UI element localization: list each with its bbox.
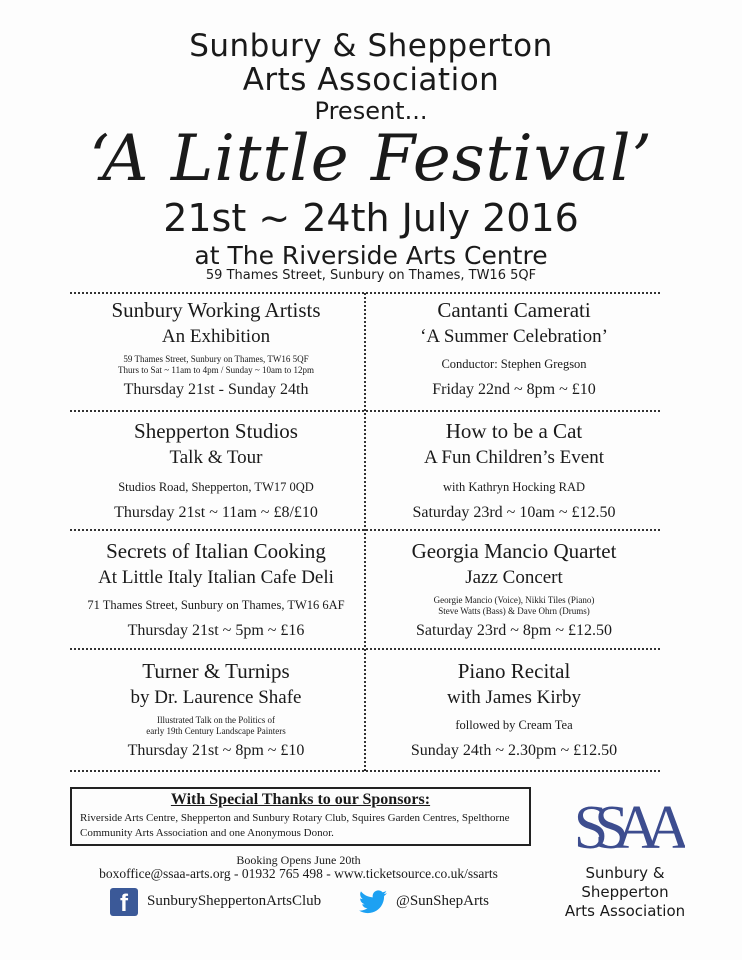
org-name-line2: Arts Association: [242, 62, 500, 98]
event-subtitle: At Little Italy Italian Cafe Deli: [98, 567, 334, 588]
event-subtitle: by Dr. Laurence Shafe: [130, 687, 302, 708]
present-text: Present...: [314, 97, 428, 125]
event-subtitle: An Exhibition: [161, 326, 271, 347]
event-detail: followed by Cream Tea: [455, 718, 573, 732]
event-title: How to be a Cat: [445, 419, 583, 443]
sponsors-text: Riverside Arts Centre, Shepperton and Sunbury Rotary Club, Squires Garden Centres, Spelthorne Community Arts Association and one Anonymous Donor.: [80, 812, 510, 839]
event-when: Sunday 24th ~ 2.30pm ~ £12.50: [410, 742, 618, 759]
event-detail: 59 Thames Street, Sunbury on Thames, TW16 5QF: [123, 354, 309, 364]
event-when: Thursday 21st ~ 11am ~ £8/£10: [114, 504, 318, 521]
event-when: Thursday 21st ~ 5pm ~ £16: [127, 622, 305, 639]
event-card-working-artists: [70, 296, 362, 402]
ssaa-logo: [565, 790, 685, 860]
event-card-georgia-mancio: [368, 537, 660, 643]
event-card-turner-turnips: [70, 657, 362, 763]
event-when: Thursday 21st - Sunday 24th: [123, 381, 309, 398]
event-when: Saturday 23rd ~ 8pm ~ £12.50: [416, 622, 612, 639]
event-detail: Conductor: Stephen Gregson: [441, 357, 587, 371]
sponsors-title: With Special Thanks to our Sponsors:: [170, 791, 431, 808]
event-detail: Studios Road, Shepperton, TW17 0QD: [118, 480, 314, 494]
event-subtitle: A Fun Children’s Event: [424, 447, 604, 468]
twitter-handle[interactable]: @SunShepArts: [396, 893, 489, 909]
event-card-piano-recital: [368, 657, 660, 763]
twitter-icon[interactable]: [359, 889, 387, 915]
facebook-handle[interactable]: SunburySheppertonArtsClub: [147, 893, 322, 909]
event-detail: Thurs to Sat ~ 11am to 4pm / Sunday ~ 10am to 12pm: [118, 365, 314, 375]
event-title: Sunbury Working Artists: [111, 298, 321, 322]
logo-name: [540, 864, 710, 921]
venue-name: at The Riverside Arts Centre: [194, 241, 548, 270]
event-detail: Georgie Mancio (Voice), Nikki Tiles (Piano): [433, 595, 595, 605]
event-title: Turner & Turnips: [142, 659, 290, 683]
event-subtitle: with James Kirby: [446, 687, 582, 708]
logo-name-line3: Arts Association: [564, 902, 686, 920]
facebook-icon[interactable]: f: [110, 888, 138, 916]
sponsors-box: [70, 787, 531, 846]
event-subtitle: Talk & Tour: [169, 447, 263, 468]
event-detail: Illustrated Talk on the Politics of: [157, 715, 275, 725]
event-subtitle: Jazz Concert: [465, 567, 563, 588]
event-when: Friday 22nd ~ 8pm ~ £10: [432, 381, 596, 398]
event-title: Piano Recital: [457, 659, 571, 683]
event-subtitle: ‘A Summer Celebration’: [420, 326, 608, 347]
festival-dates: 21st ~ 24th July 2016: [163, 196, 579, 240]
logo-letters: SSAA: [573, 794, 677, 860]
event-title: Georgia Mancio Quartet: [411, 539, 617, 563]
booking-opens: Booking Opens June 20th: [236, 853, 361, 867]
logo-name-line2: Shepperton: [581, 883, 669, 901]
event-title: Secrets of Italian Cooking: [106, 539, 326, 563]
event-title: Cantanti Camerati: [437, 298, 591, 322]
org-name-line1: Sunbury & Shepperton: [189, 28, 553, 64]
event-detail: 71 Thames Street, Sunbury on Thames, TW16 6AF: [87, 598, 345, 612]
logo-name-line1: Sunbury &: [585, 864, 665, 882]
venue-address: 59 Thames Street, Sunbury on Thames, TW16 5QF: [205, 268, 537, 283]
booking-contacts[interactable]: boxoffice@ssaa-arts.org - 01932 765 498 - www.ticketsource.co.uk/ssarts: [99, 866, 498, 881]
festival-title: ‘A Little Festival’: [89, 122, 653, 196]
event-when: Thursday 21st ~ 8pm ~ £10: [127, 742, 305, 759]
event-card-cantanti-camerati: [368, 296, 660, 402]
event-detail: early 19th Century Landscape Painters: [146, 726, 286, 736]
event-detail: with Kathryn Hocking RAD: [443, 480, 585, 494]
event-card-italian-cooking: [70, 537, 362, 643]
event-title: Shepperton Studios: [134, 419, 298, 443]
event-detail: Steve Watts (Bass) & Dave Ohrn (Drums): [438, 606, 590, 616]
event-card-shepperton-studios: [70, 417, 362, 525]
event-card-how-to-be-a-cat: [368, 417, 660, 525]
event-when: Saturday 23rd ~ 10am ~ £12.50: [412, 504, 616, 521]
divider-vertical: [364, 293, 366, 771]
